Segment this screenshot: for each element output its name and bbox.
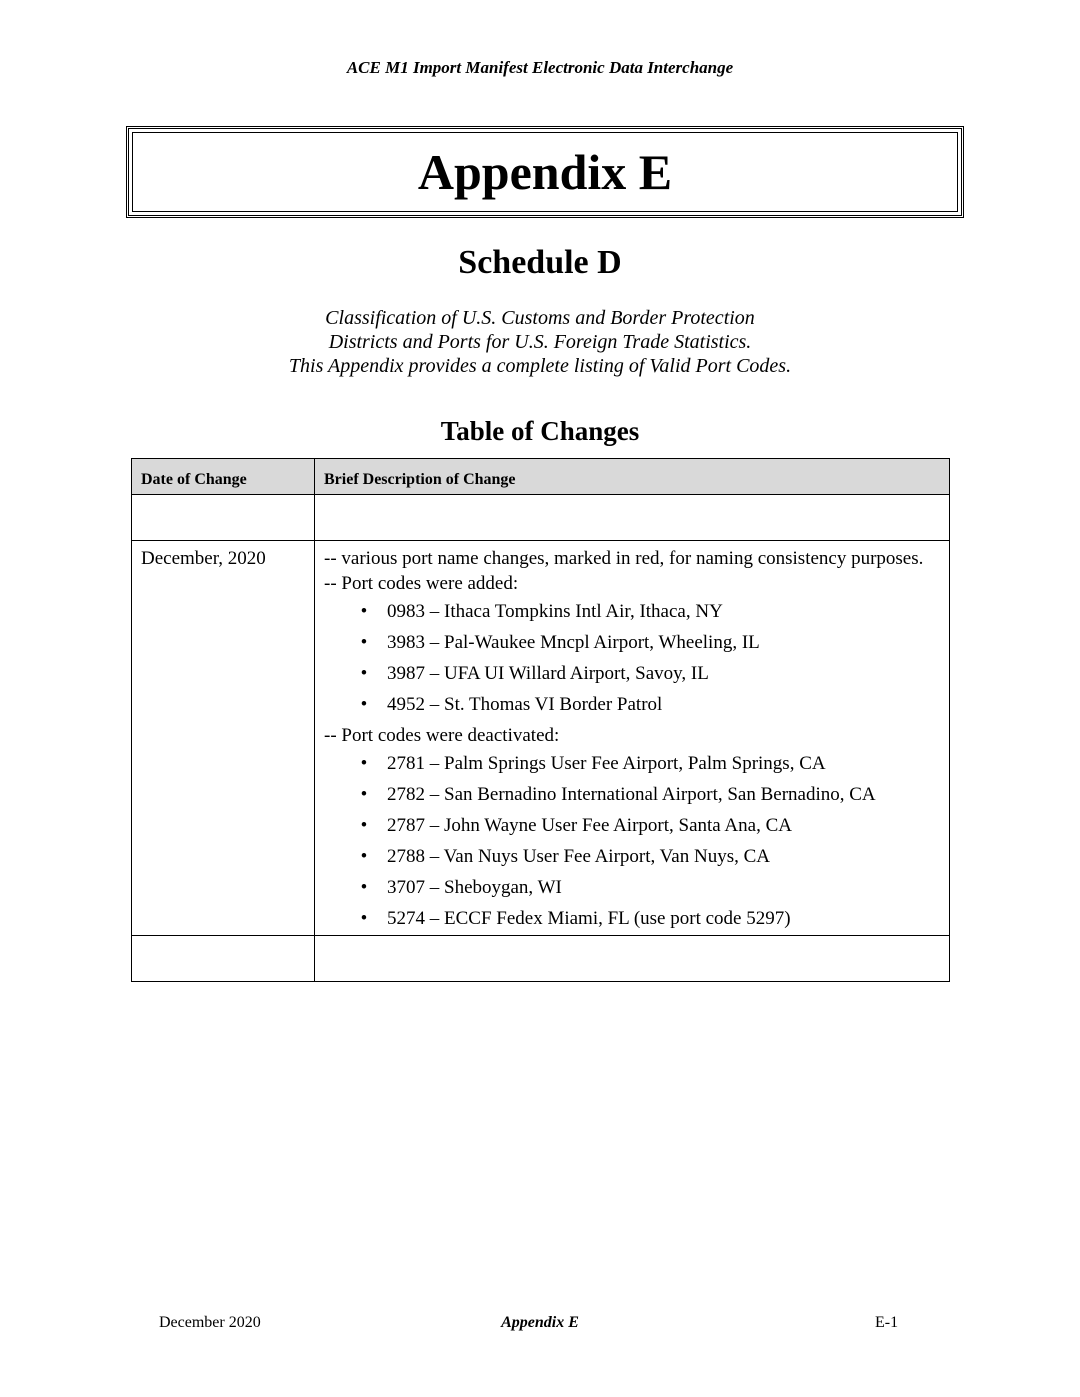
bullet-icon: • <box>360 846 368 867</box>
running-header: ACE M1 Import Manifest Electronic Data Interchange <box>346 58 734 77</box>
change-description <box>315 541 950 936</box>
deactivated-ports-list <box>324 751 940 931</box>
list-item: • 5274 – ECCF Fedex Miami, FL (use port code 5297) <box>360 908 791 929</box>
table-header-row <box>132 459 950 495</box>
table-cell <box>132 936 315 982</box>
changes-table <box>131 458 950 982</box>
deactivated-label: -- Port codes were deactivated: <box>324 725 560 746</box>
footer-section: Appendix E <box>501 1314 579 1331</box>
bullet-icon: • <box>360 663 368 684</box>
page-number: E-1 <box>875 1314 899 1331</box>
bullet-icon: • <box>360 784 368 805</box>
table-cell <box>315 495 950 541</box>
list-item: • 4952 – St. Thomas VI Border Patrol <box>360 694 663 715</box>
table-row <box>132 541 950 936</box>
list-item: • 0983 – Ithaca Tompkins Intl Air, Ithaca, NY <box>360 601 723 622</box>
list-item: • 2781 – Palm Springs User Fee Airport, Palm Springs, CA <box>360 753 826 774</box>
bullet-icon: • <box>360 694 368 715</box>
list-item: • 2782 – San Bernadino International Airport, San Bernadino, CA <box>360 784 876 805</box>
schedule-title: Schedule D <box>458 244 622 281</box>
footer-date: December 2020 <box>159 1314 261 1331</box>
change-intro-line: -- various port name changes, marked in red, for naming consistency purposes. <box>324 548 924 569</box>
table-cell <box>132 495 315 541</box>
intro-line: This Appendix provides a complete listing of Valid Port Codes. <box>288 355 792 377</box>
appendix-title: Appendix E <box>417 144 673 200</box>
list-item: • 2787 – John Wayne User Fee Airport, Santa Ana, CA <box>360 815 792 836</box>
change-date: December, 2020 <box>132 541 315 936</box>
column-header-date: Date of Change <box>132 459 315 495</box>
bullet-icon: • <box>360 877 368 898</box>
table-of-changes-heading: Table of Changes <box>440 416 640 446</box>
table-row-empty <box>132 936 950 982</box>
intro-text <box>0 306 1080 378</box>
column-header-description: Brief Description of Change <box>315 459 950 495</box>
table-cell <box>315 936 950 982</box>
bullet-icon: • <box>360 601 368 622</box>
intro-line: Classification of U.S. Customs and Border Protection <box>325 307 755 329</box>
added-ports-list <box>324 599 940 717</box>
bullet-icon: • <box>360 753 368 774</box>
appendix-title-box <box>126 126 964 218</box>
bullet-icon: • <box>360 908 368 929</box>
added-label: -- Port codes were added: <box>324 573 519 594</box>
list-item: • 3987 – UFA UI Willard Airport, Savoy, IL <box>360 663 709 684</box>
list-item: • 3707 – Sheboygan, WI <box>360 877 562 898</box>
intro-line: Districts and Ports for U.S. Foreign Trade Statistics. <box>328 331 752 353</box>
table-row-empty <box>132 495 950 541</box>
list-item: • 2788 – Van Nuys User Fee Airport, Van Nuys, CA <box>360 846 770 867</box>
list-item: • 3983 – Pal-Waukee Mncpl Airport, Wheeling, IL <box>360 632 760 653</box>
bullet-icon: • <box>360 815 368 836</box>
bullet-icon: • <box>360 632 368 653</box>
